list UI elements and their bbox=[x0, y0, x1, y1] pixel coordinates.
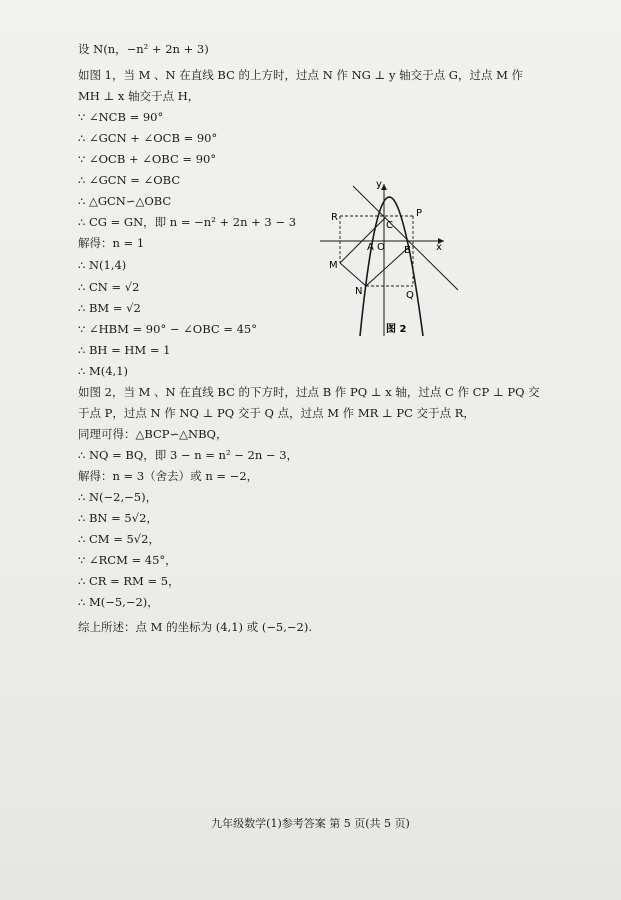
text-line: ∴ M(4,1) bbox=[78, 364, 129, 378]
label-x: x bbox=[436, 242, 442, 253]
text-line: ∵ ∠OCB + ∠OBC = 90° bbox=[78, 152, 217, 166]
text-line: ∴ BN = 5√2， bbox=[78, 511, 158, 525]
text-line: ∴ N(−2,−5)， bbox=[78, 490, 158, 504]
text-line: ∵ ∠NCB = 90° bbox=[78, 110, 164, 124]
text-line: ∵ ∠HBM = 90° − ∠OBC = 45° bbox=[78, 322, 257, 336]
label-o: O bbox=[377, 242, 385, 253]
label-b: B bbox=[404, 245, 411, 256]
text-line: ∴ CG = GN，即 n = −n² + 2n + 3 − 3 bbox=[78, 215, 297, 229]
text-line: 设 N(n，−n² + 2n + 3) bbox=[78, 42, 209, 56]
label-r: R bbox=[331, 212, 338, 223]
text-line: ∴ N(1,4) bbox=[78, 258, 127, 272]
page-footer: 九年级数学(1)参考答案 第 5 页(共 5 页) bbox=[211, 817, 410, 830]
text-line: ∴ BH = HM = 1 bbox=[78, 343, 171, 357]
text-line: 如图 1，当 M 、N 在直线 BC 的上方时，过点 N 作 NG ⊥ y 轴交于点 G，过点 M 作 bbox=[78, 68, 524, 82]
label-m: M bbox=[329, 260, 338, 271]
text-line: ∴ BM = √2 bbox=[78, 301, 141, 315]
label-q: Q bbox=[406, 290, 414, 301]
text-line: 解得：n = 1 bbox=[78, 236, 145, 250]
text-line: MH ⊥ x 轴交于点 H， bbox=[78, 89, 200, 103]
label-c: C bbox=[386, 220, 393, 231]
text-line: ∴ △GCN∽△OBC bbox=[78, 194, 172, 208]
text-line: ∴ CR = RM = 5， bbox=[78, 574, 180, 588]
text-line: 解得：n = 3（舍去）或 n = −2， bbox=[78, 469, 259, 483]
text-line: ∵ ∠RCM = 45°， bbox=[78, 553, 177, 567]
text-line: ∴ CN = √2 bbox=[78, 280, 140, 294]
parabola-curve bbox=[360, 197, 423, 336]
text-line: ∴ ∠GCN = ∠OBC bbox=[78, 173, 181, 187]
label-n: N bbox=[355, 286, 363, 297]
text-line: 如图 2，当 M 、N 在直线 BC 的下方时，过点 B 作 PQ ⊥ x 轴，过点 C 作 CP ⊥ PQ 交 bbox=[78, 385, 540, 399]
text-line: ∴ CM = 5√2， bbox=[78, 532, 160, 546]
label-y: y bbox=[376, 179, 382, 190]
figure-caption: 图 2 bbox=[386, 324, 407, 335]
line-bc bbox=[353, 186, 458, 290]
text-line: ∴ NQ = BQ，即 3 − n = n² − 2n − 3， bbox=[78, 448, 299, 462]
label-p: P bbox=[416, 208, 423, 219]
text-line: ∴ ∠GCN + ∠OCB = 90° bbox=[78, 131, 218, 145]
text-line: ∴ M(−5,−2)， bbox=[78, 595, 159, 609]
figure-2-diagram bbox=[318, 178, 468, 340]
text-line: 综上所述：点 M 的坐标为 (4,1) 或 (−5,−2). bbox=[78, 620, 313, 634]
text-line: 于点 P，过点 N 作 NQ ⊥ PQ 交于 Q 点，过点 M 作 MR ⊥ PC 交于点 R， bbox=[78, 406, 475, 420]
text-line: 同理可得：△BCP∽△NBQ， bbox=[78, 427, 228, 441]
segment-mn bbox=[340, 263, 366, 286]
label-a: A bbox=[367, 242, 374, 253]
